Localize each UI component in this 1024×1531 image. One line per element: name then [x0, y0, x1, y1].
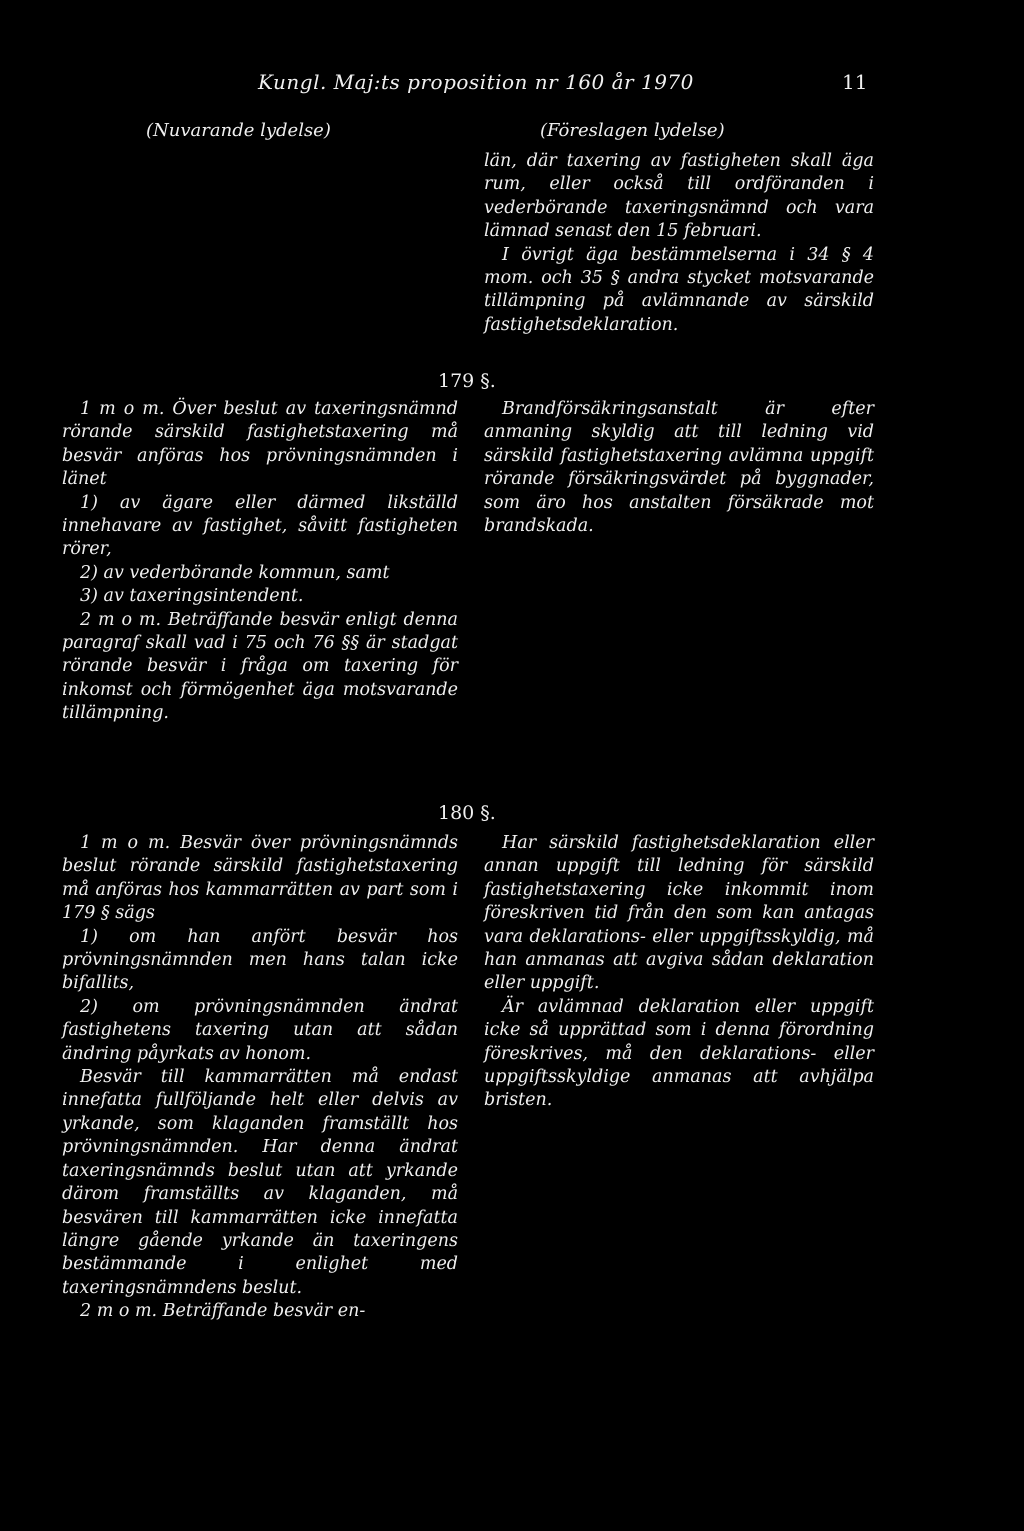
current-wording-heading: (Nuvarande lydelse)	[146, 120, 331, 141]
section-179-current-p3: 2) av vederbörande kommun, samt	[80, 562, 390, 583]
section-180-proposed-p2: Är avlämnad deklaration eller uppgift icke så upprättad som i denna förordning föreskrives, må den deklarations- eller uppgiftsskyldige anmanas att avhjälpa bristen.	[484, 996, 874, 1111]
section-179-current-p2: 1) av ägare eller därmed likställd innehavare av fastighet, såvitt fastigheten rörer,	[62, 492, 458, 560]
section-179-current	[62, 398, 458, 726]
proposed-wording-heading: (Föreslagen lydelse)	[540, 120, 725, 141]
section-179-proposed-p1: Brandförsäkringsanstalt är efter anmaning skyldig att till ledning vid särskild fastighetstaxering avlämna uppgift rörande försäkringsvärdet på byggnader, som äro hos anstalten försäkrade mot brandskada.	[484, 399, 874, 537]
proposed-continuation	[484, 150, 874, 337]
section-180-proposed	[484, 832, 874, 1113]
document-header: Kungl. Maj:ts proposition nr 160 år 1970	[258, 70, 694, 94]
section-179-number: 179 §.	[438, 370, 496, 392]
section-180-current-p3: 2) om prövningsnämnden ändrat fastighetens taxering utan att sådan ändring påyrkats av honom.	[62, 996, 458, 1064]
section-179-current-p1: 1 m o m. Över beslut av taxeringsnämnd rörande särskild fastighetstaxering må besvär anföras hos prövningsnämnden i länet	[62, 399, 458, 490]
section-179-current-p5: 2 m o m. Beträffande besvär enligt denna paragraf skall vad i 75 och 76 §§ är stadgat rörande besvär i fråga om taxering för inkomst och förmögenhet äga motsvarande tillämpning.	[62, 609, 458, 724]
section-180-proposed-p1: Har särskild fastighetsdeklaration eller annan uppgift till ledning för särskild fastighetstaxering icke inkommit inom föreskriven tid från den som kan antagas vara deklarations- eller uppgiftsskyldig, må han anmanas att avgiva sådan deklaration eller uppgift.	[484, 833, 874, 994]
section-180-number: 180 §.	[438, 802, 496, 824]
page-number: 11	[842, 70, 868, 94]
section-180-current-p1: 1 m o m. Besvär över prövningsnämnds beslut rörande särskild fastighetstaxering må anföras hos kammarrätten av part som i 179 § sägs	[62, 833, 458, 924]
section-180-current-p4: Besvär till kammarrätten må endast innefatta fullföljande helt eller delvis av yrkande, som klaganden framställt hos prövningsnämnden. Har denna ändrat taxeringsnämnds beslut utan att yrkande därom framställts av klaganden, må besvären till kammarrätten icke innefatta längre gående yrkande än taxeringens bestämmande i enlighet med taxeringsnämndens beslut.	[62, 1067, 458, 1298]
section-180-current-p2: 1) om han anfört besvär hos prövningsnämnden men hans talan icke bifallits,	[62, 926, 458, 994]
section-179-proposed	[484, 398, 874, 538]
section-180-current-p5: 2 m o m. Beträffande besvär en-	[80, 1301, 366, 1322]
section-180-current	[62, 832, 458, 1324]
section-179-current-p4: 3) av taxeringsintendent.	[80, 586, 304, 607]
proposed-continuation-p2: I övrigt äga bestämmelserna i 34 § 4 mom. och 35 § andra stycket motsvarande tillämpning på avlämnande av särskild fastighetsdeklaration.	[484, 244, 874, 335]
proposed-continuation-p1: län, där taxering av fastigheten skall äga rum, eller också till ordföranden i vederbörande taxeringsnämnd och vara lämnad senast den 15 februari.	[484, 151, 874, 242]
